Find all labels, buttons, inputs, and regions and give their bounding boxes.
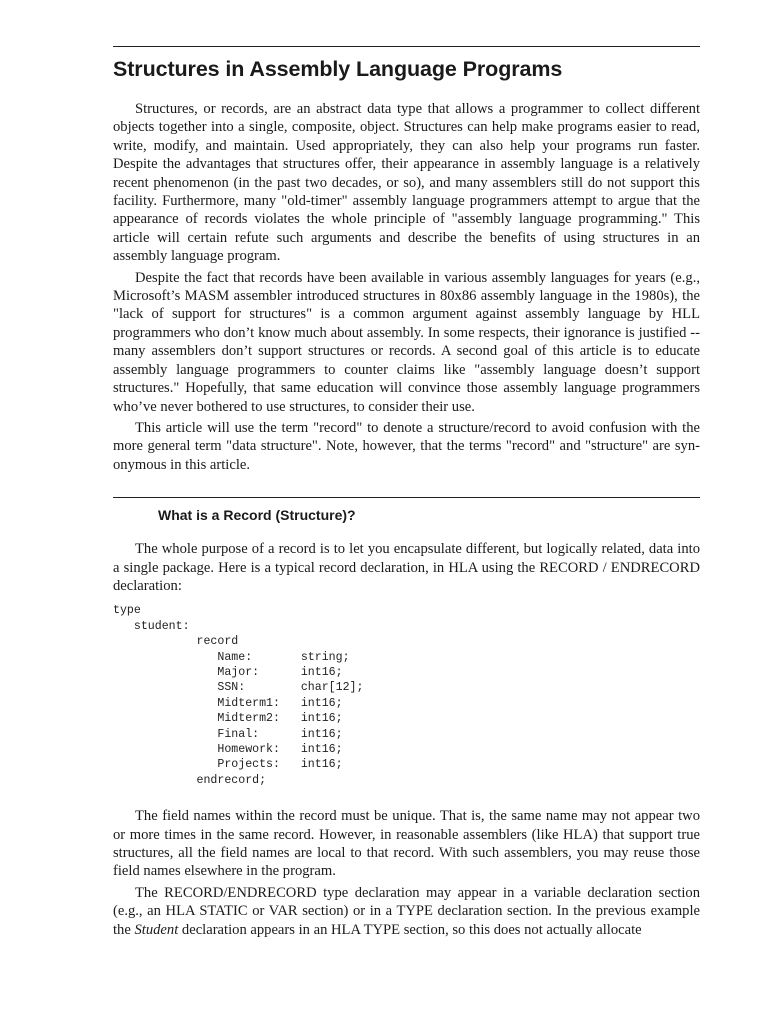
italic-term: Student xyxy=(134,921,179,938)
document-page xyxy=(113,46,700,939)
top-rule xyxy=(113,46,700,47)
intro-paragraph-2: Despite the fact that records have been available in various assembly languages for years (e.g., Microsoft’s MASM assembler introduced structures in 80x86 assembly language in the 1980s), the "lack of support for structures" is a common argument against assembly language by HLL programmers who don’t know much about assembly. In some respects, their ignorance is justified -- many assemblers don’t support structures or records. A second goal of this article is to educate assembly language programmers to counter claims like "assembly language doesn’t support structures." Hopefully, that same education will convince those assembly language programmers who’ve never bothered to use structures, to consider their use. xyxy=(113,269,700,415)
page-title: Structures in Assembly Language Programs xyxy=(113,57,563,81)
section-paragraph-1: The whole purpose of a record is to let you encapsulate different, but logically related, data into a single package. Here is a typical record declaration, in HLA using the RECORD / ENDRECORD declaration: xyxy=(113,541,700,594)
intro-paragraph-1: Structures, or records, are an abstract data type that allows a programmer to collect different objects together into a single, composite, object. Structures can help make programs easier to read, write, modify, and maintain. Used appropriately, they can also help your programs run faster. Despite the advantages that structures offer, their appearance in assembly language is a relatively recent phenomenon (in the past two decades, or so), and many assemblers still do not support this facility. Furthermore, many "old-timer" assembly language programmers attempt to argue that the appearance of records violates the whole principle of "assembly language programming." This article will certain refute such arguments and describe the benefits of using structures in an assembly language program. xyxy=(113,101,700,265)
code-listing: type student: record Name: string; Major: int16; SSN: char[12]; Midterm1: int16; Midterm2: int16; Final: int16; Homework: int16; Projects: int16; endrecord; xyxy=(113,604,364,787)
paragraph-text-end: declaration appears in an HLA TYPE section, so this does not actually allocate xyxy=(178,921,642,938)
section-paragraph-2: The field names within the record must be unique. That is, the same name may not appear two or more times in the same record. However, in reasonable assemblers (like HLA) that support true structures, all the field names are local to that record. With such assemblers, you may reuse those field names elsewhere in the program. xyxy=(113,808,700,880)
section-paragraph-3 xyxy=(113,884,700,939)
paragraph-text-start: The RECORD/ENDRECORD type declaration may appear in a variable declaration section (e.g., an HLA STATIC or VAR section) or in a TYPE declaration section. In the previous example the xyxy=(113,884,700,938)
intro-paragraph-3: This article will use the term "record" to denote a structure/record to avoid confusion with the more general term "data structure". Note, however, that the terms "record" and "structure" are synonymous in this article. xyxy=(113,419,700,473)
section-rule xyxy=(113,497,700,498)
section-heading: What is a Record (Structure)? xyxy=(158,507,356,524)
